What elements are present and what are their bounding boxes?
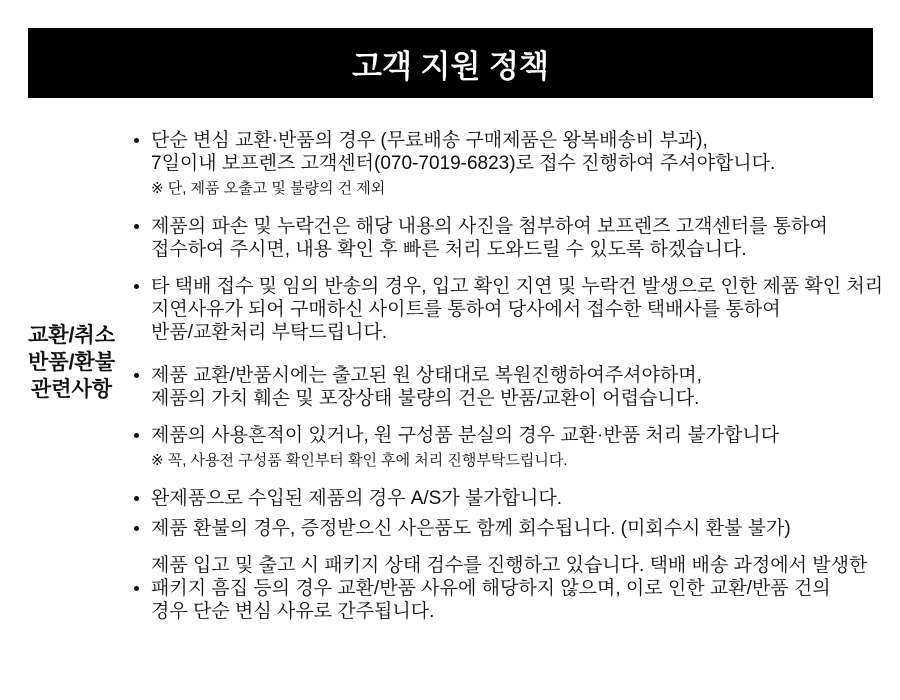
policy-line: 제품 환불의 경우, 증정받으신 사은품도 함께 회수됩니다. (미회수시 환불 불가) xyxy=(151,518,791,539)
policy-item-8 xyxy=(130,554,878,623)
bullet-dot xyxy=(134,496,139,501)
bullet-dot xyxy=(134,586,139,591)
bullet-dot xyxy=(134,138,139,143)
policy-item-text xyxy=(151,129,775,201)
policy-note: ※ 꼭, 사용전 구성품 확인부터 확인 후에 처리 진행부탁드립니다. xyxy=(151,452,568,469)
policy-item-3 xyxy=(130,275,884,344)
policy-item-text xyxy=(151,275,883,344)
policy-item-text xyxy=(151,487,562,510)
policy-line: 접수하여 주시면, 내용 확인 후 빠른 처리 도와드릴 수 있도록 하겠습니다. xyxy=(151,239,747,260)
policy-item-5 xyxy=(130,424,878,473)
bullet-dot xyxy=(134,373,139,378)
policy-line: 지연사유가 되어 구매하신 사이트를 통하여 당사에서 접수한 택배사를 통하여 xyxy=(151,299,781,320)
policy-item-7 xyxy=(130,517,878,540)
policy-line: 반품/교환처리 부탁드립니다. xyxy=(151,322,388,343)
policy-list xyxy=(130,129,884,637)
policy-item-4 xyxy=(130,364,878,410)
policy-item-text xyxy=(151,424,779,473)
policy-item-text xyxy=(151,554,867,623)
policy-line: 제품의 파손 및 누락건은 해당 내용의 사진을 첨부하여 보프렌즈 고객센터를 통하여 xyxy=(151,216,828,237)
policy-line: 7일이내 보프렌즈 고객센터(070-7019-6823)로 접수 진행하여 주셔야합니다. xyxy=(151,153,776,174)
policy-item-text xyxy=(151,215,828,261)
bullet-dot xyxy=(134,433,139,438)
policy-line: 제품 입고 및 출고 시 패키지 상태 검수를 진행하고 있습니다. 택배 배송 과정에서 발생한 xyxy=(151,555,868,576)
page-title: 고객 지원 정책 xyxy=(352,48,549,84)
policy-line: 단순 변심 교환·반품의 경우 (무료배송 구매제품은 왕복배송비 부과), xyxy=(151,130,708,151)
policy-item-1 xyxy=(130,129,878,201)
policy-item-6 xyxy=(130,487,878,510)
bullet-dot xyxy=(134,526,139,531)
policy-line: 완제품으로 수입된 제품의 경우 A/S가 불가합니다. xyxy=(151,488,563,509)
header-bar xyxy=(28,28,873,98)
policy-line: 제품의 사용흔적이 있거나, 원 구성품 분실의 경우 교환·반품 처리 불가합니다 xyxy=(151,425,780,446)
policy-note: ※ 단, 제품 오출고 및 불량의 건 제외 xyxy=(151,180,386,197)
policy-line: 제품의 가치 훼손 및 포장상태 불량의 건은 반품/교환이 어렵습니다. xyxy=(151,388,700,409)
policy-line: 제품 교환/반품시에는 출고된 원 상태대로 복원진행하여주셔야하며, xyxy=(151,365,702,386)
policy-line: 패키지 흠집 등의 경우 교환/반품 사유에 해당하지 않으며, 이로 인한 교환/반품 건의 xyxy=(151,578,831,599)
policy-item-2 xyxy=(130,215,878,261)
bullet-dot xyxy=(134,224,139,229)
section-label-line-3: 관련사항 xyxy=(30,378,113,401)
policy-item-text xyxy=(151,517,791,540)
section-label xyxy=(14,322,129,403)
policy-line: 경우 단순 변심 사유로 간주됩니다. xyxy=(151,601,435,622)
policy-line: 타 택배 접수 및 임의 반송의 경우, 입고 확인 지연 및 누락건 발생으로 인한 제품 확인 처리 xyxy=(151,276,884,297)
policy-item-text xyxy=(151,364,702,410)
bullet-dot xyxy=(134,284,139,289)
section-label-line-2: 반품/환불 xyxy=(28,351,115,374)
section-label-line-1: 교환/취소 xyxy=(28,324,115,347)
